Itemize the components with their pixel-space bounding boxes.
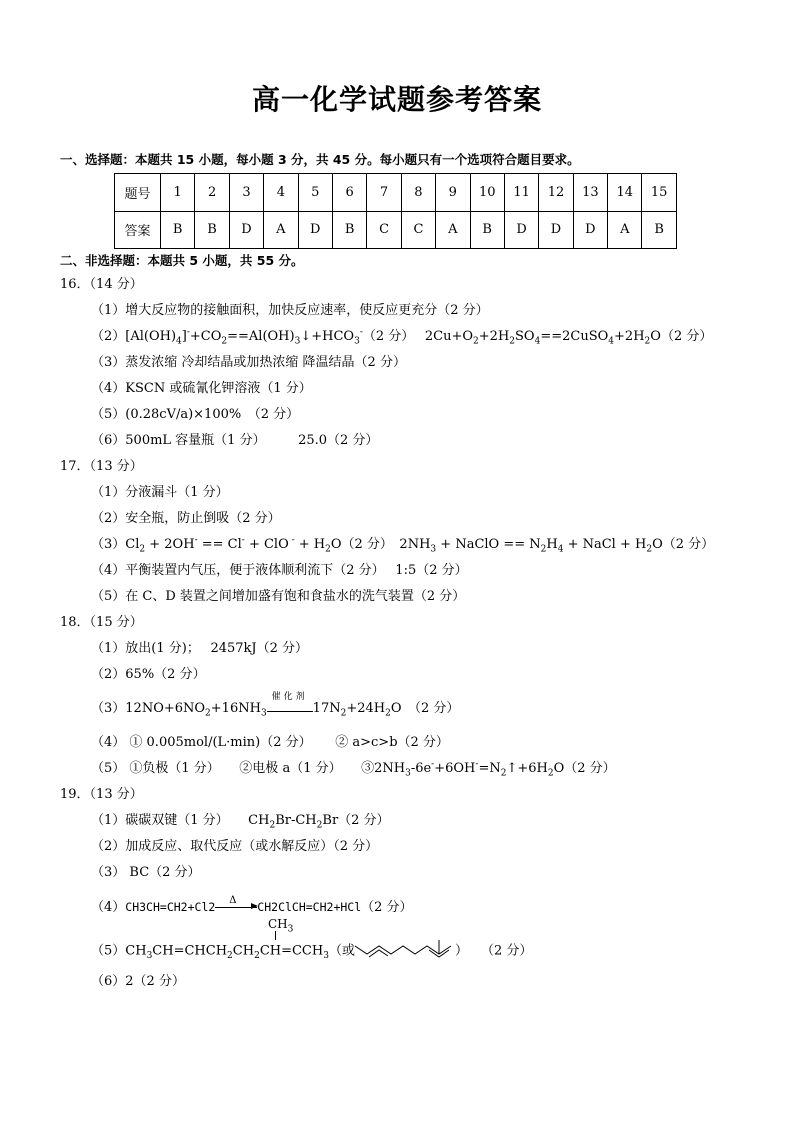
q17-answer-2: （2）安全瓶，防止倒吸（2 分） [91,511,281,526]
question-number-cell: 10 [470,174,504,212]
answer-cell: A [608,211,642,249]
answer-cell: D [539,211,573,249]
q17-number: 17．（13 分） [60,459,143,474]
question-number-cell: 3 [229,174,263,212]
answer-cell: C [367,211,401,249]
answer-cell: D [229,211,263,249]
answer-cell: A [264,211,298,249]
question-number-cell: 4 [264,174,298,212]
q18-answer-5: （5） ①负极（1 分） ②电极 a（1 分） $③2NH_3-6e^-+6OH^-=N_2↑+6H_2O(2$ 分） [91,759,616,779]
skeletal-structure-icon [355,940,455,962]
q17-answer-5: （5）在 C、D 装置之间增加盛有饱和食盐水的洗气装置（2 分） [91,589,466,604]
question-number-cell: 13 [573,174,607,212]
question-number-cell: 15 [642,174,676,212]
answer-cell: B [332,211,366,249]
question-number-cell: 6 [332,174,366,212]
row-label-answer: 答案 [115,211,161,249]
question-number-cell: 7 [367,174,401,212]
branch-bond [275,931,276,940]
q16-answer-4: （4）KSCN 或硫氰化钾溶液（1 分） [91,381,312,396]
question-number-cell: 1 [161,174,195,212]
q19-number: 19．（13 分） [60,787,143,802]
catalyst-label: 催化剂 [271,692,308,702]
answer-cell: B [195,211,229,249]
section2-header: 二、非选择题：本题共 5 小题，共 55 分。 [60,253,304,268]
ch3-branch-label: $CH_3$ [268,917,294,935]
q18-answer-3: $(3)12NO+6NO_2+16NH_3$ 催化剂 $17N_2+24H_2O$ （2 分） [91,701,459,717]
q19-answer-2: （2）加成反应、取代反应（或水解反应）（2 分） [91,839,379,854]
q18-answer-2: （2）65%（2 分） [91,667,206,682]
table-row-answers [115,211,677,249]
row-label-question: 题号 [115,174,161,212]
q18-number: 18．（15 分） [60,615,143,630]
question-number-cell: 8 [401,174,435,212]
answer-cell: D [298,211,332,249]
section1-header: 一、选择题：本题共 15 小题，每小题 3 分，共 45 分。每小题只有一个选项符合题目要求。 [60,152,580,167]
answer-cell: B [161,211,195,249]
q19-answer-3: （3） BC（2 分） [91,865,201,880]
q17-answer-1: （1）分液漏斗（1 分） [91,485,229,500]
q19-answer-6: （6）2（2 分） [91,974,185,989]
q16-answer-5: （5）(0.28cV/a)×100% （2 分） [91,407,300,422]
answer-cell: D [504,211,538,249]
answer-cell: A [436,211,470,249]
answer-cell: D [573,211,607,249]
q16-answer-3: （3）蒸发浓缩 冷却结晶或加热浓缩 降温结晶（2 分） [91,355,406,370]
question-number-cell: 2 [195,174,229,212]
q16-answer-1: （1）增大反应物的接触面积，加快反应速率，使反应更充分（2 分） [91,303,489,318]
answer-cell: B [470,211,504,249]
answer-cell: C [401,211,435,249]
q18-answer-4: （4） ① 0.005mol/(L·min)（2 分） ② a>c>b（2 分） [91,735,449,750]
q16-answer-2: $(2)[Al(OH)_4]^-+CO_2==Al(OH)_3↓+HCO_3^-(2$ 分） $2Cu+O_2+2H_2SO_4==2CuSO_4+2H_2O(2$ 分） [91,327,713,347]
answer-table [114,173,677,249]
q18-answer-1: （1）放出(1 分)； 2457kJ（2 分） [91,641,309,656]
question-number-cell: 5 [298,174,332,212]
page-title: 高一化学试题参考答案 [251,83,542,116]
q16-answer-6: （6）500mL 容量瓶（1 分） 25.0（2 分） [91,433,379,448]
table-row-numbers [115,174,677,212]
catalyst-arrow [267,692,313,712]
question-number-cell: 11 [504,174,538,212]
q19-answer-4: （4）CH3CH=CH2+Cl2 Δ CH2ClCH=CH2+HCl（2 分） [91,895,413,915]
question-number-cell: 14 [608,174,642,212]
question-number-cell: 9 [436,174,470,212]
question-number-cell: 12 [539,174,573,212]
answer-cell: B [642,211,676,249]
q16-number: 16．（14 分） [60,277,143,292]
q17-answer-4: （4）平衡装置内气压，便于液体顺利流下（2 分） 1:5（2 分） [91,563,468,578]
q19-answer-5: $(5)CH_3CH=CHCH_2CH_2CH=CCH_3$（或 ） （2 分） [91,940,532,962]
q17-answer-3: $(3)Cl_2 + 2OH^- == Cl^-$ + ClO $^- + H_2O(2$ 分） $2NH_3$ + NaClO == $N_2H_4$ + NaCl + $H_2O(2$ 分） [91,535,715,555]
q19-answer-1: （1）碳碳双键（1 分） $CH_2Br-CH_2Br(2$ 分） [91,813,390,831]
heat-arrow: Δ [215,907,257,908]
